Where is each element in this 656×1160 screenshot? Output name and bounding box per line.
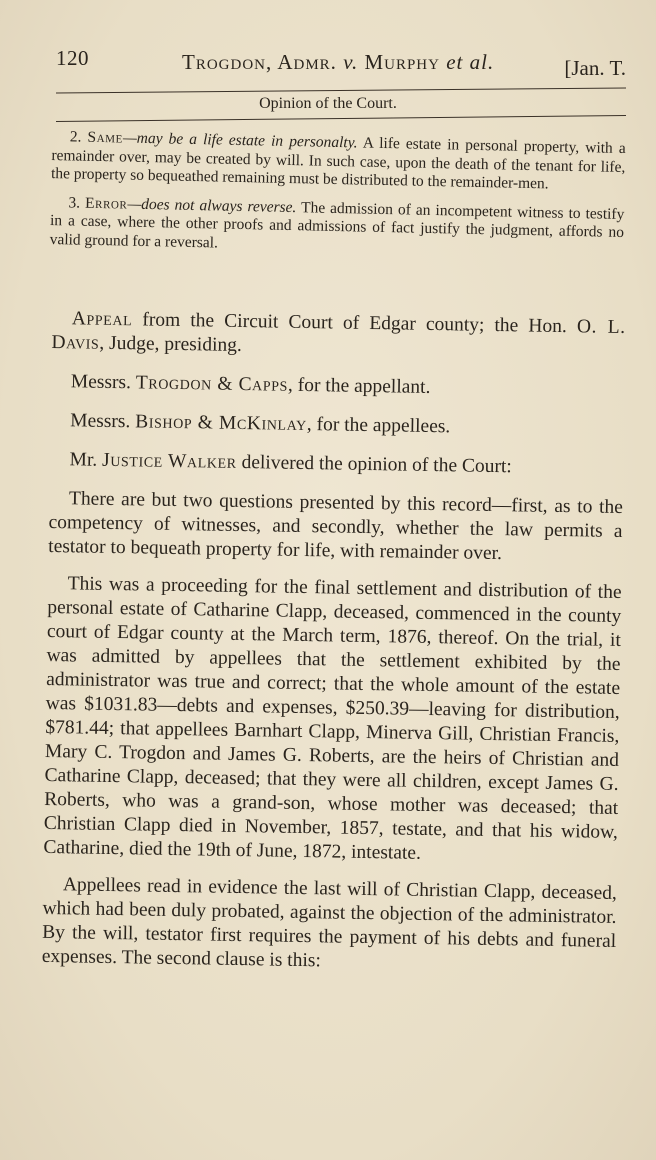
headnote-caption: Error [84,194,128,213]
appeal-text: from the Circuit Court of Edgar county; the Hon. [132,309,578,338]
page-number: 120 [56,46,89,70]
running-title [182,50,494,75]
appeal-text-end: , Judge, presiding. [99,332,242,356]
counsel-prefix: Messrs. [70,371,136,394]
running-title-etal: et al. [446,50,495,74]
opinion-paragraph: There are but two questions presented by this record—first, as to the competency of witnesses, and secondly, whether the law permits a testator to bequeath property for life, with remainder over. [48,488,624,565]
page-header [56,44,626,84]
headnote-text: A life estate in personal property, with a remainder over, may be created by will. In such case, upon the death of the tenant for life, the property so bequeathed remaining must be distributed to the remainder-men. [50,134,626,193]
headnote-number: 2. [69,128,82,146]
term-label: [Jan. T. [564,56,626,80]
counsel-prefix: Messrs. [70,410,136,433]
headnote-text: The admission of an incompetent witness to testify in a case, where the other proofs and admissions of fact justify the judgment, affords no valid ground for a reversal. [49,198,625,251]
header-rule-top [56,88,626,94]
running-title-prefix: Trogdon, Admr. [182,50,344,74]
opinion-intro [49,448,623,481]
appeal-lead: Appeal [71,308,133,331]
headnote [49,193,624,261]
justice-name: Justice Walker [101,449,237,473]
opinion-paragraph: This was a proceeding for the final settlement and distribution of the personal estate of Catharine Clapp, deceased, commenced in the county court of Edgar county at the March term, 1876, thereof. On the trial, it was admitted by appellees that the settlement exhibited by the administrator was true and correct; that the whole amount of the estate was $1031.83—debts and expenses, $250.39—leaving for distribution, $781.44; that appellees Barnhart Clapp, Minerva Gill, Christian Francis, Mary C. Trogdon and James G. Roberts, are the heirs of Christian and Catharine Clapp, deceased; that they were all children, except James G. Roberts, who was a grand-son, whose mother was deceased; that Christian Clapp died in November, 1857, testate, and that his widow, Catharine, died the 19th of June, 1872, intestate. [43,573,622,864]
headnote [51,128,626,196]
header-rule-bottom [56,115,626,122]
running-title-v: v. [343,50,359,74]
counsel-suffix: , for the appellees. [306,414,451,438]
intro-suffix: delivered the opinion of the Court: [236,451,512,478]
judge-name: O. L. Davis [51,316,626,354]
counsel-names: Bishop & McKinlay [135,411,307,436]
counsel-suffix: , for the appellant. [287,374,431,398]
counsel-appellees [50,409,624,442]
opinion-body [41,307,626,991]
headnotes [49,128,626,271]
appeal-statement [51,307,626,364]
counsel-appellant [51,370,625,403]
section-subheading: Opinion of the Court. [259,95,397,112]
headnote-subcaption: —does not always reverse. [127,195,297,216]
headnote-caption: Same [87,128,124,147]
running-title-party: Murphy [358,50,447,74]
headnote-number: 3. [68,193,81,212]
opinion-paragraph: Appellees read in evidence the last will of Christian Clapp, deceased, which had been duly probated, against the objection of the administrator. By the will, testator first requires the payment of his debts and funeral expenses. The second clause is this: [41,874,618,972]
headnote-subcaption: —may be a life estate in personalty. [122,129,358,152]
counsel-names: Trogdon & Capps [135,372,289,396]
intro-prefix: Mr. [69,449,103,471]
